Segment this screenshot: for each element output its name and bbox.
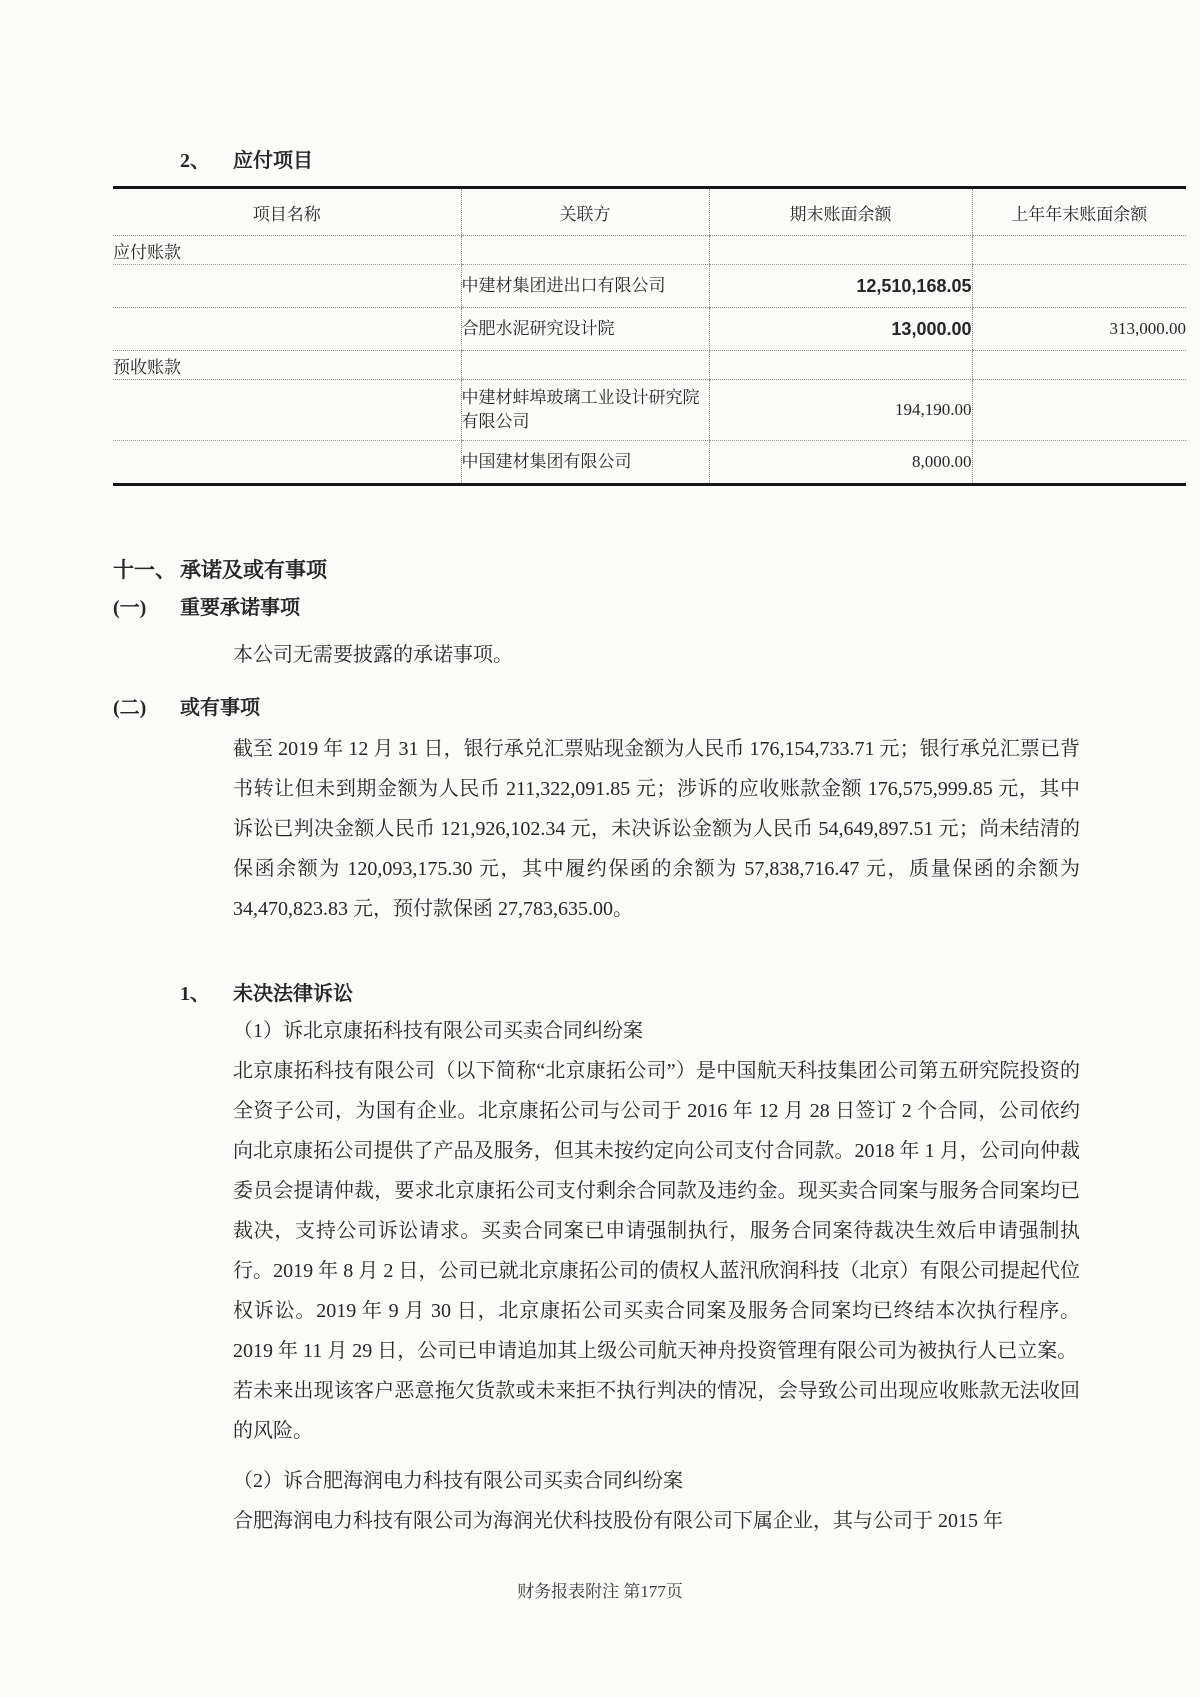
payables-section-title: 应付项目 <box>233 150 313 172</box>
prior-year-balance-cell <box>972 265 1186 308</box>
ending-balance-cell <box>709 236 972 265</box>
table-row <box>113 236 1186 265</box>
commitments-section-number: 十一、 <box>113 558 176 582</box>
important-commitments-heading <box>113 595 1186 621</box>
item-name-cell <box>113 380 461 441</box>
table-header-row <box>113 188 1186 236</box>
prior-year-balance-cell <box>972 380 1186 441</box>
contingencies-number: (二) <box>113 697 147 719</box>
commitments-section-heading <box>113 557 1186 583</box>
ending-balance-cell: 194,190.00 <box>709 380 972 441</box>
table-row <box>113 265 1186 308</box>
table-row <box>113 351 1186 380</box>
column-header-ending-balance: 期末账面余额 <box>709 188 972 236</box>
related-party-cell <box>461 351 709 380</box>
item-name-cell: 应付账款 <box>113 236 461 265</box>
payables-section-heading <box>180 148 1186 174</box>
item-name-cell: 预收账款 <box>113 351 461 380</box>
case1-risk-paragraph: 若未来出现该客户恶意拖欠货款或未来拒不执行判决的情况，会导致公司出现应收账款无法收回的风险。 <box>233 1380 1080 1442</box>
column-header-prior-year-balance: 上年年末账面余额 <box>972 188 1186 236</box>
page-content <box>0 148 1200 1541</box>
commitments-section-title: 承诺及或有事项 <box>180 558 327 582</box>
table-row <box>113 308 1186 351</box>
case2-paragraph: 合肥海润电力科技有限公司为海润光伏科技股份有限公司下属企业，其与公司于 2015 年 <box>233 1510 1003 1532</box>
pending-lawsuits-heading <box>180 981 1186 1007</box>
payables-table-header <box>113 188 1186 236</box>
pending-lawsuits-number: 1、 <box>180 983 210 1005</box>
prior-year-balance-cell <box>972 441 1186 485</box>
payables-table-body <box>113 236 1186 485</box>
page-footer: 财务报表附注 第177页 <box>517 1582 683 1601</box>
related-party-cell: 中建材蚌埠玻璃工业设计研究院有限公司 <box>461 380 709 441</box>
item-name-cell <box>113 441 461 485</box>
case1-title: （1）诉北京康拓科技有限公司买卖合同纠纷案 <box>233 1020 643 1042</box>
payables-table <box>113 186 1186 486</box>
ending-balance-cell: 13,000.00 <box>709 308 972 351</box>
prior-year-balance-cell <box>972 351 1186 380</box>
pending-lawsuits-title: 未决法律诉讼 <box>233 983 353 1005</box>
payables-section-number: 2、 <box>180 150 210 172</box>
column-header-related-party: 关联方 <box>461 188 709 236</box>
important-commitments-paragraph: 本公司无需要披露的承诺事项。 <box>233 644 513 666</box>
column-header-item-name: 项目名称 <box>113 188 461 236</box>
table-row <box>113 441 1186 485</box>
case1-paragraph: 北京康拓科技有限公司（以下简称“北京康拓公司”）是中国航天科技集团公司第五研究院投资的全资子公司，为国有企业。北京康拓公司与公司于 2016 年 12 月 28 日签订 2 个合同，公司依约向北京康拓公司提供了产品及服务，但其未按约定向公司支付合同款。2018 年 1 月，公司向仲裁委员会提请仲裁，要求北京康拓公司支付剩余合同款及违约金。现买卖合同案与服务合同案均已裁决，支持公司诉讼请求。买卖合同案已申请强制执行，服务合同案待裁决生效后申请强制执行。2019 年 8 月 2 日，公司已就北京康拓公司的债权人蓝汛欣润科技（北京）有限公司提起代位权诉讼。2019 年 9 月 30 日，北京康拓公司买卖合同案及服务合同案均已终结本次执行程序。2019 年 11 月 29 日，公司已申请追加其上级公司航天神舟投资管理有限公司为被执行人已立案。 <box>233 1060 1080 1362</box>
related-party-cell <box>461 236 709 265</box>
related-party-cell: 中国建材集团有限公司 <box>461 441 709 485</box>
item-name-cell <box>113 265 461 308</box>
prior-year-balance-cell: 313,000.00 <box>972 308 1186 351</box>
ending-balance-cell: 12,510,168.05 <box>709 265 972 308</box>
ending-balance-cell: 8,000.00 <box>709 441 972 485</box>
case2-title: （2）诉合肥海润电力科技有限公司买卖合同纠纷案 <box>233 1470 683 1492</box>
contingencies-heading <box>113 695 1186 721</box>
related-party-cell: 合肥水泥研究设计院 <box>461 308 709 351</box>
important-commitments-title: 重要承诺事项 <box>180 597 300 619</box>
item-name-cell <box>113 308 461 351</box>
table-row <box>113 380 1186 441</box>
prior-year-balance-cell <box>972 236 1186 265</box>
related-party-cell: 中建材集团进出口有限公司 <box>461 265 709 308</box>
ending-balance-cell <box>709 351 972 380</box>
contingencies-title: 或有事项 <box>180 697 260 719</box>
important-commitments-number: (一) <box>113 597 147 619</box>
contingencies-paragraph: 截至 2019 年 12 月 31 日，银行承兑汇票贴现金额为人民币 176,154,733.71 元；银行承兑汇票已背书转让但未到期金额为人民币 211,322,091.85 元；涉诉的应收账款金额 176,575,999.85 元，其中诉讼已判决金额人民币 121,926,102.34 元，未决诉讼金额为人民币 54,649,897.51 元；尚未结清的保函余额为 120,093,175.30 元，其中履约保函的余额为 57,838,716.47 元，质量保函的余额为 34,470,823.83 元，预付款保函 27,783,635.00。 <box>233 738 1080 920</box>
